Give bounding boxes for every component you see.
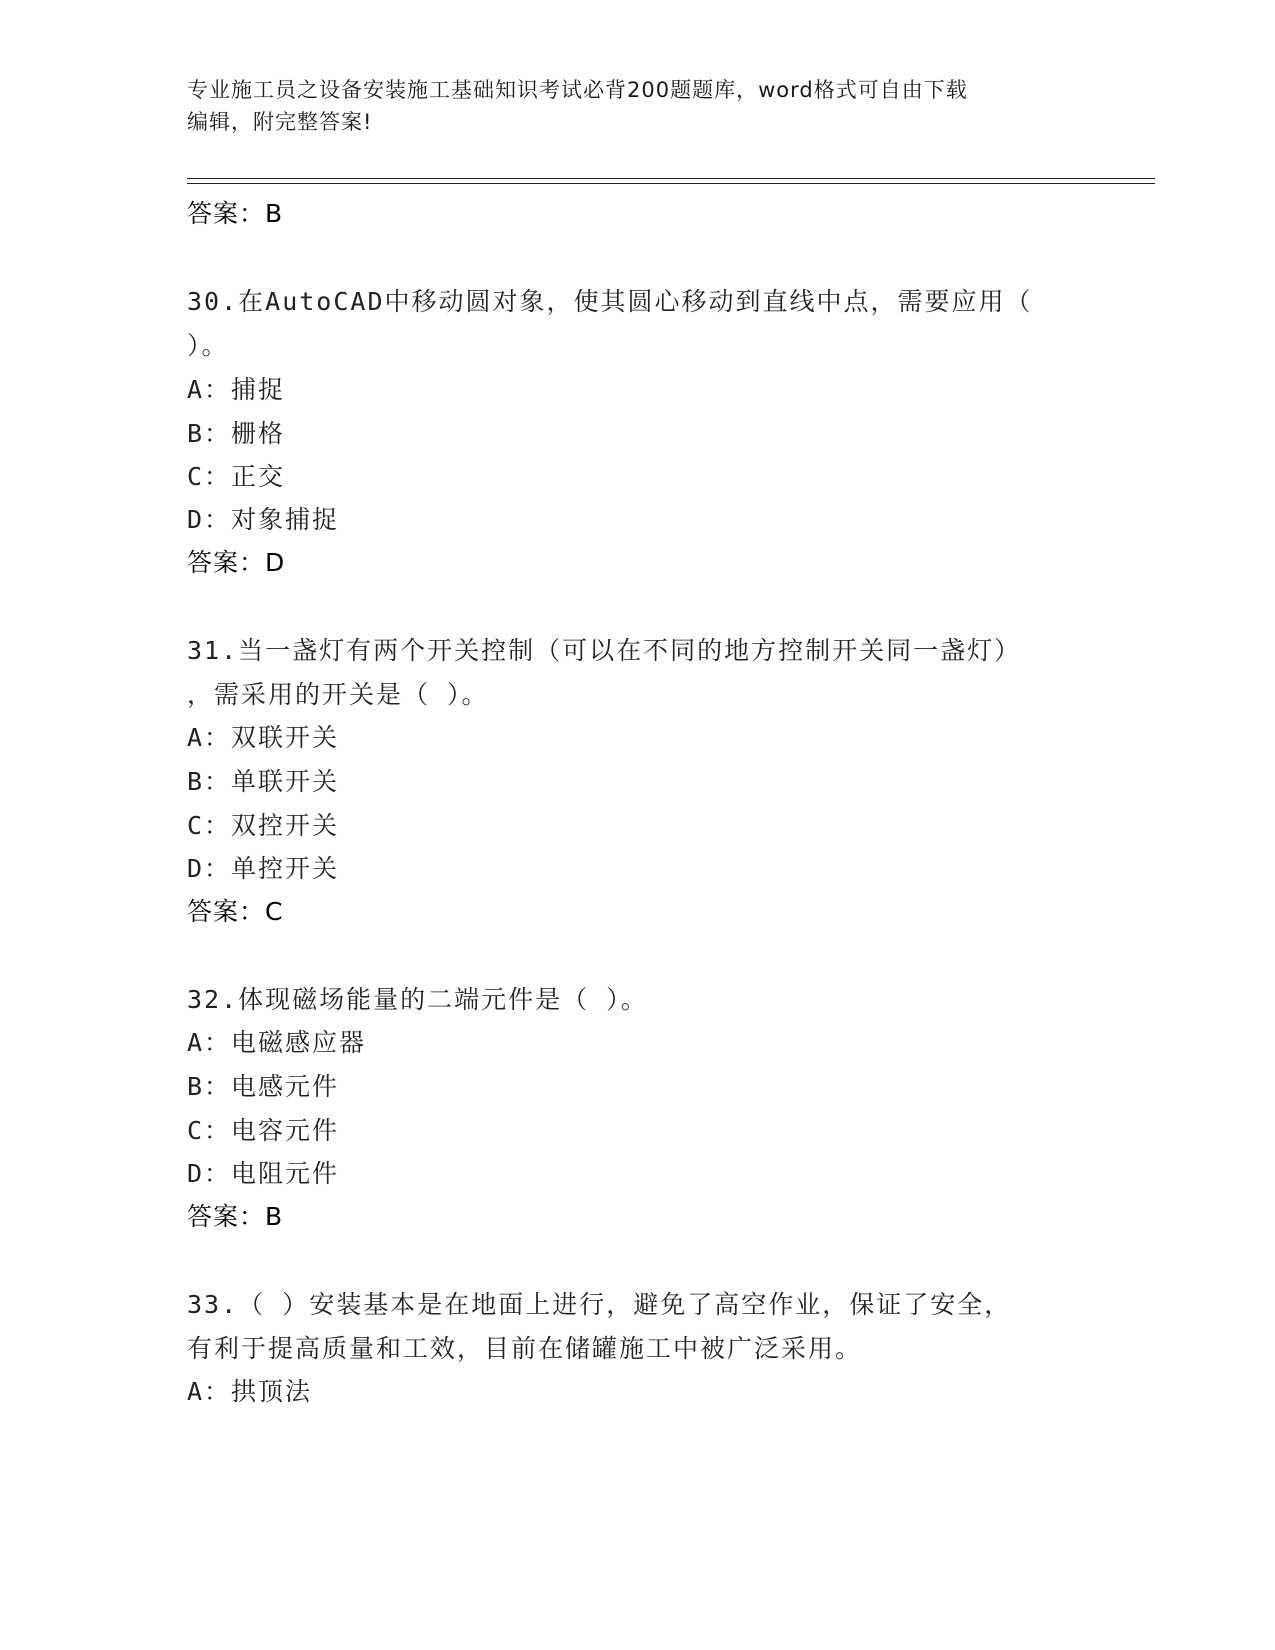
question-32-option-a: A：电磁感应器 <box>187 1028 367 1057</box>
question-33-text-cont: 有利于提高质量和工效，目前在储罐施工中被广泛采用。 <box>187 1334 863 1363</box>
header-divider-top <box>187 178 1155 179</box>
question-30-option-d: D：对象捕捉 <box>187 505 340 534</box>
question-32-answer: 答案：B <box>187 1202 284 1231</box>
question-31-text-cont: ，需采用的开关是（ ）。 <box>187 680 489 709</box>
question-31-option-a: A：双联开关 <box>187 723 340 752</box>
question-32-option-b: B：电感元件 <box>187 1072 340 1101</box>
question-33-text: 33.（ ）安装基本是在地面上进行，避免了高空作业，保证了安全， <box>187 1290 1012 1319</box>
question-30-text: 30.在AutoCAD中移动圆对象，使其圆心移动到直线中点，需要应用（ <box>187 287 1033 316</box>
question-30-option-b: B：栅格 <box>187 419 286 448</box>
header-line-2: 编辑，附完整答案! <box>187 110 373 134</box>
answer-prev: 答案：B <box>187 199 284 228</box>
question-31-option-b: B：单联开关 <box>187 767 340 796</box>
question-32-text: 32.体现磁场能量的二端元件是（ ）。 <box>187 985 648 1014</box>
header-line-1: 专业施工员之设备安装施工基础知识考试必背200题题库，word格式可自由下载 <box>187 78 968 102</box>
question-31-text: 31.当一盏灯有两个开关控制（可以在不同的地方控制开关同一盏灯） <box>187 636 1022 665</box>
question-30-text-cont: ）。 <box>187 331 229 360</box>
question-30-option-c: C：正交 <box>187 462 286 491</box>
question-30-answer: 答案：D <box>187 548 286 577</box>
question-30-option-a: A：捕捉 <box>187 375 286 404</box>
question-31-option-d: D：单控开关 <box>187 854 340 883</box>
document-header <box>187 74 1087 138</box>
question-32-option-d: D：电阻元件 <box>187 1159 340 1188</box>
question-31-answer: 答案：C <box>187 897 284 926</box>
question-31-option-c: C：双控开关 <box>187 811 340 840</box>
question-32-option-c: C：电容元件 <box>187 1116 340 1145</box>
header-divider-bottom <box>187 183 1155 184</box>
question-33-option-a: A：拱顶法 <box>187 1377 313 1406</box>
